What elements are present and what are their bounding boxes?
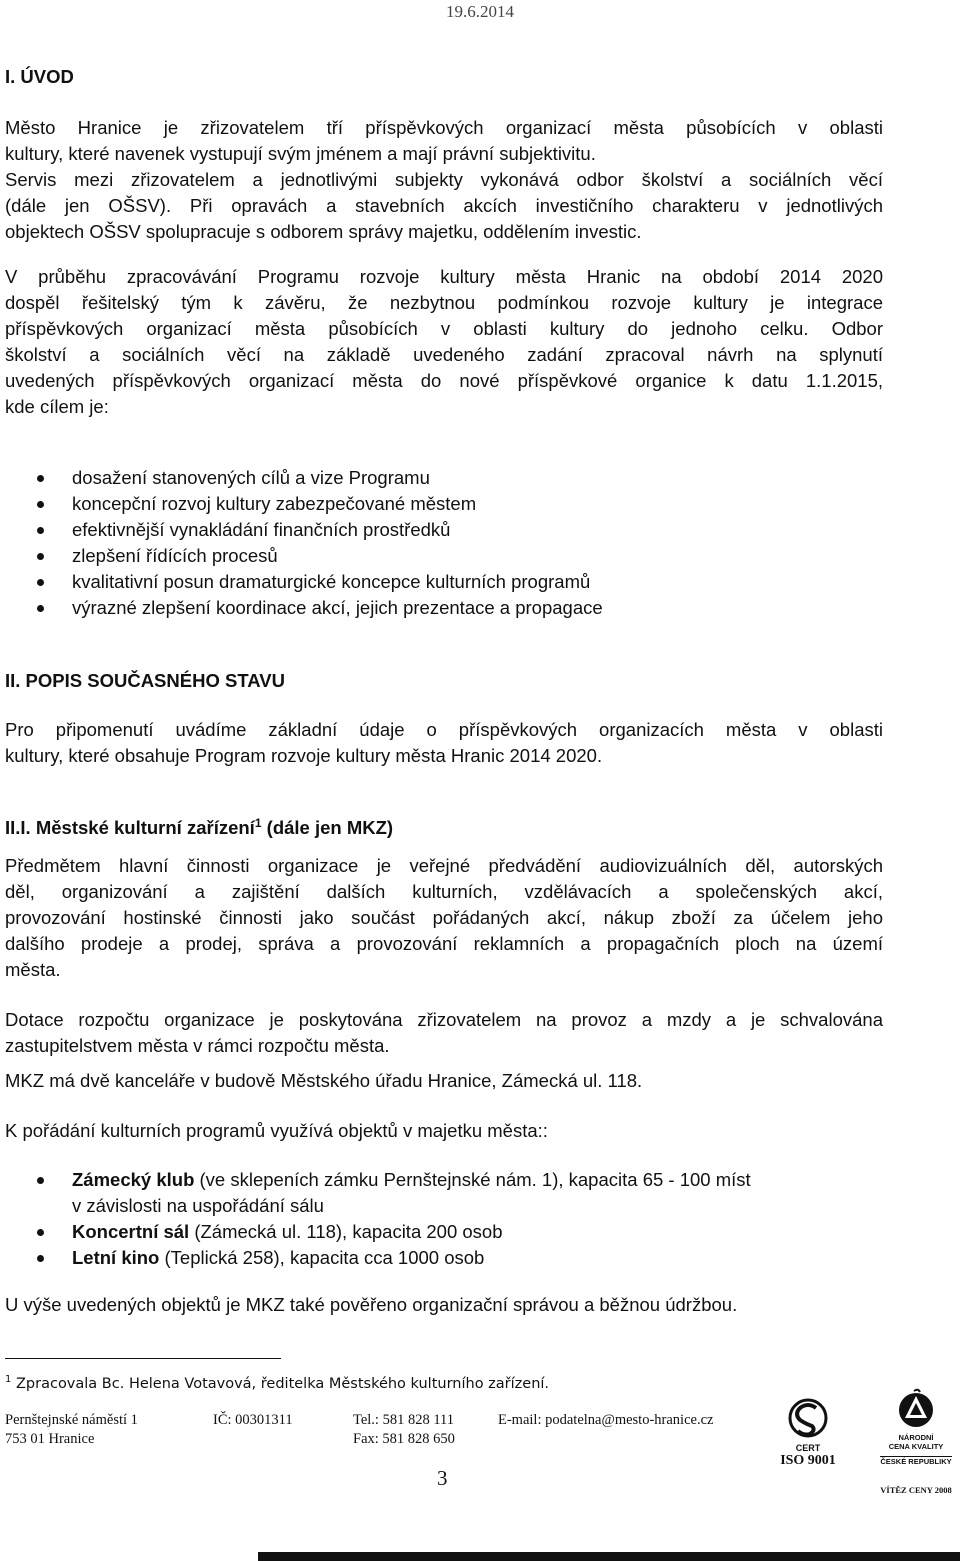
objects-intro (5, 1118, 883, 1144)
iso-label: ISO 9001 (780, 1453, 836, 1468)
quality-award-logo (872, 1388, 960, 1495)
text-line: MKZ má dvě kanceláře v budově Městského úřadu Hranice, Zámecká ul. 118. (5, 1070, 643, 1091)
intro-paragraph-1 (5, 115, 883, 245)
object-detail: (Zámecká ul. 118), kapacita 200 osob (189, 1221, 503, 1242)
footer-tel: Tel.: 581 828 111 (353, 1412, 455, 1428)
footer-phones (353, 1411, 455, 1449)
footer-address (5, 1411, 138, 1449)
object-name: Zámecký klub (72, 1169, 195, 1190)
footer-fax: Fax: 581 828 650 (353, 1431, 455, 1447)
cert-label: CERT (795, 1443, 821, 1453)
list-item (0, 543, 603, 569)
text-line: Dotace rozpočtu organizace je poskytována zřizovatelem na provoz a mzdy a je schvalována (5, 1009, 883, 1030)
subsection-title-suffix: (dále jen MKZ) (261, 817, 394, 839)
text-line: Servis mezi zřizovatelem a jednotlivými subjekty vykonává odbor školství a sociálních věcí (5, 169, 883, 190)
subsection-title-text: II.I. Městské kulturní zařízení (5, 817, 255, 839)
footnote-mark: 1 (5, 1374, 12, 1385)
footnote (5, 1374, 549, 1392)
goal-text: efektivnější vynakládání finančních prostředků (72, 519, 451, 540)
footer-city: 753 01 Hranice (5, 1431, 95, 1447)
text-line: kultury, které navenek vystupují svým jménem a mají právní subjektivitu. (5, 143, 596, 164)
section-title-status: II. POPIS SOUČASNÉHO STAVU (5, 670, 285, 691)
text-line: provozování hostinské činnosti jako součást pořádaných akcí, nákup zboží za účelem jeho (5, 907, 883, 928)
goal-text: výrazné zlepšení koordinace akcí, jejich prezentace a propagace (72, 597, 603, 618)
goals-list (0, 465, 603, 621)
text-line: Předmětem hlavní činnosti organizace je veřejné předvádění audiovizuálních děl, autorských (5, 855, 883, 876)
footer-ico: IČ: 00301311 (213, 1412, 293, 1428)
text-line: děl, organizování a zajištění dalších kulturních, vzdělávacích a společenských akcí, (5, 881, 883, 902)
text-line: V průběhu zpracovávání Programu rozvoje kultury města Hranic na období 2014 2020 (5, 266, 883, 287)
list-item (0, 1245, 751, 1271)
header-date: 19.6.2014 (446, 2, 514, 21)
text-line: Město Hranice je zřizovatelem tří příspěvkových organizací města působících v oblasti (5, 117, 883, 138)
text-line: dalšího prodeje a prodej, správa a provozování reklamních a propagačních ploch na území (5, 933, 883, 954)
budget-paragraph (5, 1007, 883, 1059)
bullet-icon (37, 605, 44, 612)
object-name: Letní kino (72, 1247, 160, 1268)
list-item (0, 465, 603, 491)
award-winner: VÍTĚZ CENY 2008 (880, 1485, 952, 1495)
section-title-intro: I. ÚVOD (5, 66, 74, 87)
text-line: kultury, které obsahuje Program rozvoje kultury města Hranic 2014 2020. (5, 745, 603, 766)
status-intro-paragraph (5, 717, 883, 769)
list-item (0, 569, 603, 595)
bullet-icon (37, 475, 44, 482)
text-line: uvedených příspěvkových organizací města do nové příspěvkové organice k datu 1.1.2015, (5, 370, 883, 391)
bullet-icon (37, 553, 44, 560)
list-item (0, 1219, 751, 1245)
award-line-1: NÁRODNÍ (898, 1433, 934, 1442)
list-item (0, 1167, 751, 1219)
goal-text: koncepční rozvoj kultury zabezpečované městem (72, 493, 477, 514)
text-line: Pro připomenutí uvádíme základní údaje o příspěvkových organizacích města v oblasti (5, 719, 883, 740)
footer-street: Pernštejnské náměstí 1 (5, 1412, 138, 1428)
object-detail: (Teplická 258), kapacita cca 1000 osob (159, 1247, 485, 1268)
award-emblem-icon (896, 1388, 936, 1428)
bullet-icon (37, 1255, 44, 1262)
text-line: kde cílem je: (5, 396, 109, 417)
bullet-icon (37, 527, 44, 534)
list-item (0, 517, 603, 543)
subsection-title-mkz (5, 816, 393, 839)
cert-emblem-icon (786, 1398, 830, 1444)
page-number: 3 (437, 1466, 448, 1490)
bottom-bar (258, 1552, 960, 1561)
text-line: K pořádání kulturních programů využívá objektů v majetku města:: (5, 1120, 548, 1141)
footnote-divider (5, 1358, 281, 1359)
text-line: zastupitelstvem města v rámci rozpočtu města. (5, 1035, 390, 1056)
goal-text: dosažení stanovených cílů a vize Programu (72, 467, 430, 488)
footnote-reference[interactable]: 1 (254, 816, 262, 830)
text-line: školství a sociálních věcí na základě uvedeného zadání zpracoval návrh na splynutí (5, 344, 883, 365)
footer-email[interactable]: E-mail: podatelna@mesto-hranice.cz (498, 1412, 714, 1428)
text-line: (dále jen OŠSV). Při opravách a stavebních akcích investičního charakteru v jednotlivých (5, 195, 883, 216)
bullet-icon (37, 1229, 44, 1236)
award-line-2: CENA KVALITY (888, 1442, 944, 1451)
text-line: města. (5, 959, 61, 980)
offices-paragraph (5, 1068, 883, 1094)
cert-logo (773, 1398, 843, 1469)
goal-text: zlepšení řídících procesů (72, 545, 278, 566)
object-detail-continued: v závislosti na uspořádání sálu (72, 1195, 324, 1216)
text-line: objektech OŠSV spolupracuje s odborem správy majetku, oddělením investic. (5, 221, 642, 242)
text-line: U výše uvedených objektů je MKZ také pověřeno organizační správou a běžnou údržbou. (5, 1294, 738, 1315)
intro-paragraph-2 (5, 264, 883, 420)
list-item (0, 595, 603, 621)
closing-paragraph (5, 1292, 883, 1318)
objects-list (0, 1167, 751, 1271)
footnote-text: Zpracovala Bc. Helena Votavová, ředitelka Městského kulturního zařízení. (11, 1375, 550, 1392)
text-line: dospěl řešitelský tým k závěru, že nezbytnou podmínkou rozvoje kultury je integrace (5, 292, 883, 313)
object-detail: (ve sklepeních zámku Pernštejnské nám. 1), kapacita 65 - 100 míst (194, 1169, 751, 1190)
bullet-icon (37, 579, 44, 586)
activity-paragraph (5, 853, 883, 983)
text-line: příspěvkových organizací města působících v oblasti kultury do jednoho celku. Odbor (5, 318, 883, 339)
bullet-icon (37, 501, 44, 508)
object-name: Koncertní sál (72, 1221, 190, 1242)
bullet-icon (37, 1177, 44, 1184)
goal-text: kvalitativní posun dramaturgické koncepce kulturních programů (72, 571, 591, 592)
list-item (0, 491, 603, 517)
award-line-3: ČESKÉ REPUBLIKY (880, 1457, 952, 1466)
